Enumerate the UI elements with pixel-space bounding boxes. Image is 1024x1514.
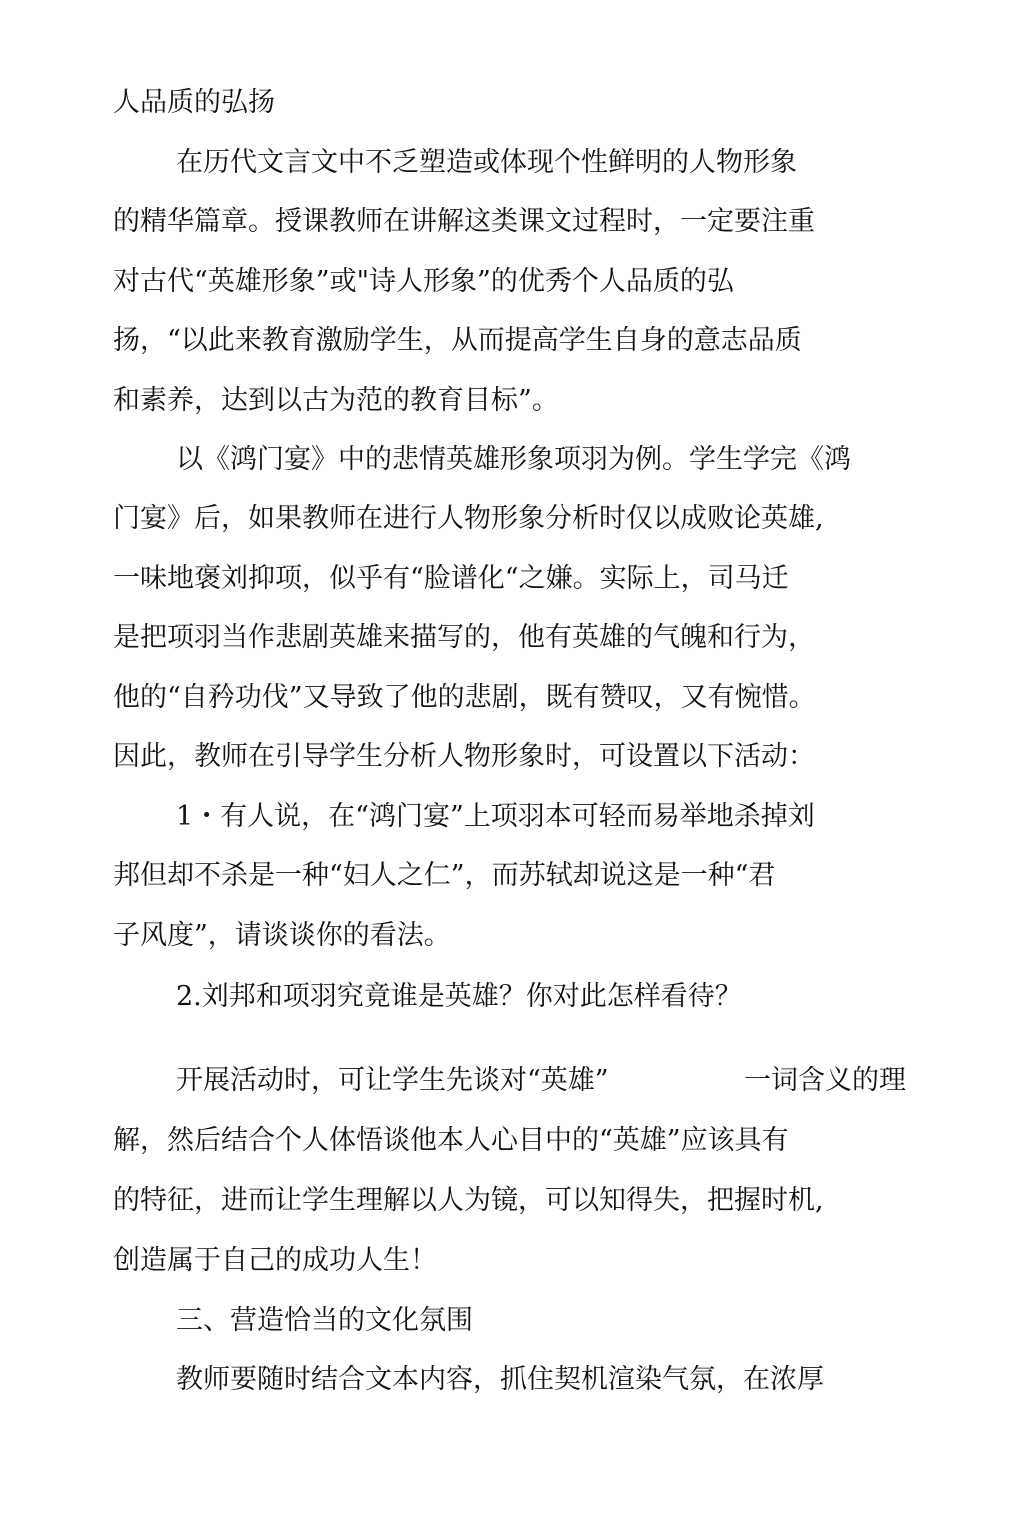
text-line: 对古代“英雄形象”或"诗人形象”的优秀个人品质的弘 xyxy=(113,266,734,297)
text-line: 和素养，达到以古为范的教育目标”。 xyxy=(113,385,559,416)
paragraph-start: 开展活动时，可让学生先谈对“英雄” xyxy=(176,1065,609,1096)
text-line: 一味地褒刘抑项，似乎有“脸谱化“之嫌。实际上，司马迁 xyxy=(113,563,789,594)
text-line: 解，然后结合个人体悟谈他本人心目中的“英雄”应该具有 xyxy=(113,1125,789,1156)
text-line: 人品质的弘扬 xyxy=(113,87,275,118)
paragraph-start: 在历代文言文中不乏塑造或体现个性鲜明的人物形象 xyxy=(176,147,797,178)
text-line: 邦但却不杀是一种“妇人之仁”，而苏轼却说这是一种“君 xyxy=(113,860,776,891)
paragraph-start: 以《鸿门宴》中的悲情英雄形象项羽为例。学生学完《鸿 xyxy=(176,444,851,475)
text-line: 的精华篇章。授课教师在讲解这类课文过程时，一定要注重 xyxy=(113,206,815,237)
list-item-2: 2.刘邦和项羽究竟谁是英雄？你对此怎样看待？ xyxy=(176,981,742,1012)
text-line: 门宴》后，如果教师在进行人物形象分析时仅以成败论英雄, xyxy=(113,503,824,534)
text-line: 因此，教师在引导学生分析人物形象时，可设置以下活动： xyxy=(113,741,815,772)
text-fragment: 一词含义的理 xyxy=(744,1065,906,1096)
section-heading: 三、营造恰当的文化氛围 xyxy=(176,1305,473,1336)
text-line: 他的“自矜功伐”又导致了他的悲剧，既有赞叹，又有惋惜。 xyxy=(113,682,816,713)
text-line: 子风度”，请谈谈你的看法。 xyxy=(113,920,451,951)
text-line: 扬，“以此来教育激励学生，从而提高学生自身的意志品质 xyxy=(113,325,802,356)
text-line: 创造属于自己的成功人生！ xyxy=(113,1245,437,1276)
text-line: 是把项羽当作悲剧英雄来描写的，他有英雄的气魄和行为， xyxy=(113,622,815,653)
paragraph-start: 教师要随时结合文本内容，抓住契机渲染气氛，在浓厚 xyxy=(176,1364,824,1395)
list-item-1: 1・有人说，在“鸿门宴”上项羽本可轻而易举地杀掉刘 xyxy=(176,801,815,832)
text-line: 的特征，进而让学生理解以人为镜，可以知得失，把握时机, xyxy=(113,1185,824,1216)
